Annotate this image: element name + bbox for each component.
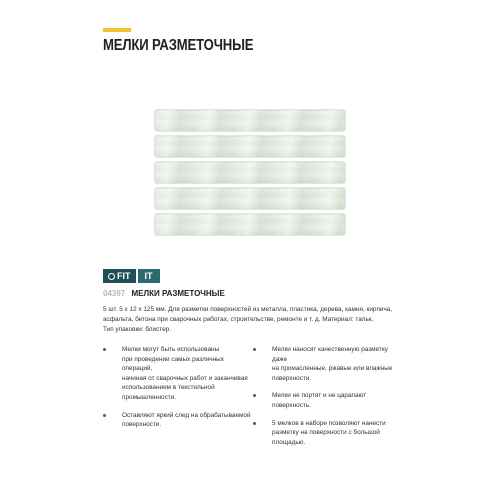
- product-image-chalks: [155, 110, 345, 240]
- description-line: Тип упаковки: блистер.: [103, 326, 171, 333]
- description-line: 5 шт. 5 х 12 х 125 мм. Для разметки поверхностей из металла, пластика, дерева, камня, кирпича,: [103, 306, 393, 313]
- feature-line: использованием в текстильной: [122, 384, 215, 392]
- feature-line: площадью.: [272, 438, 306, 446]
- feature-line: Мелки наносят качественную разметку даже: [272, 346, 388, 363]
- feature-item: [103, 411, 253, 430]
- bullet-icon: [253, 422, 256, 425]
- feature-line: поверхность.: [272, 401, 311, 409]
- feature-line: промышленности.: [122, 393, 177, 401]
- title-accent-bar: [103, 28, 131, 32]
- description-line: асфальта, бетона при сварочных работах, строительстве, ремонте и т. д. Материал: тальк.: [103, 316, 374, 323]
- brand-fit-badge: [103, 269, 136, 283]
- brand-fit-label: FIT: [117, 271, 131, 281]
- feature-item: [253, 419, 403, 448]
- features-right-column: [253, 345, 403, 455]
- feature-line: на промасленные, ржавые или влажные: [272, 365, 393, 373]
- bullet-icon: [103, 348, 106, 351]
- bullet-icon: [103, 414, 106, 417]
- feature-item: [253, 345, 403, 383]
- product-heading: [103, 289, 225, 298]
- feature-line: Мелки могут быть использованы: [122, 346, 220, 353]
- product-description: [103, 305, 403, 335]
- chalk-stick: [155, 110, 345, 131]
- feature-line: Оставляют яркий след на обрабатываемой: [122, 411, 251, 419]
- page-title: МЕЛКИ РАЗМЕТОЧНЫЕ: [103, 37, 254, 54]
- features-left-column: [103, 345, 253, 438]
- chalk-stick: [155, 162, 345, 183]
- product-code: 04397: [103, 289, 126, 298]
- bullet-icon: [253, 394, 256, 397]
- chalk-stick: [155, 136, 345, 157]
- gear-icon: [108, 273, 115, 280]
- feature-item: [103, 345, 253, 403]
- chalk-stick: [155, 188, 345, 209]
- feature-item: [253, 391, 403, 410]
- feature-line: при проведении самых различных операций,: [122, 355, 224, 373]
- chalk-stick: [155, 214, 345, 235]
- feature-line: начиная от сварочных работ и заканчивая: [122, 374, 248, 382]
- feature-line: разметку на поверхности с большой: [272, 429, 380, 437]
- brand-logo: [103, 269, 160, 283]
- bullet-icon: [253, 348, 256, 351]
- feature-line: поверхности.: [122, 421, 162, 429]
- product-name: МЕЛКИ РАЗМЕТОЧНЫЕ: [131, 289, 225, 298]
- feature-line: 5 мелков в наборе позволяют нанести: [272, 419, 386, 427]
- feature-line: поверхности.: [272, 374, 312, 382]
- brand-it-badge: IT: [138, 269, 160, 283]
- feature-line: Мелки не портят и не царапают: [272, 392, 367, 400]
